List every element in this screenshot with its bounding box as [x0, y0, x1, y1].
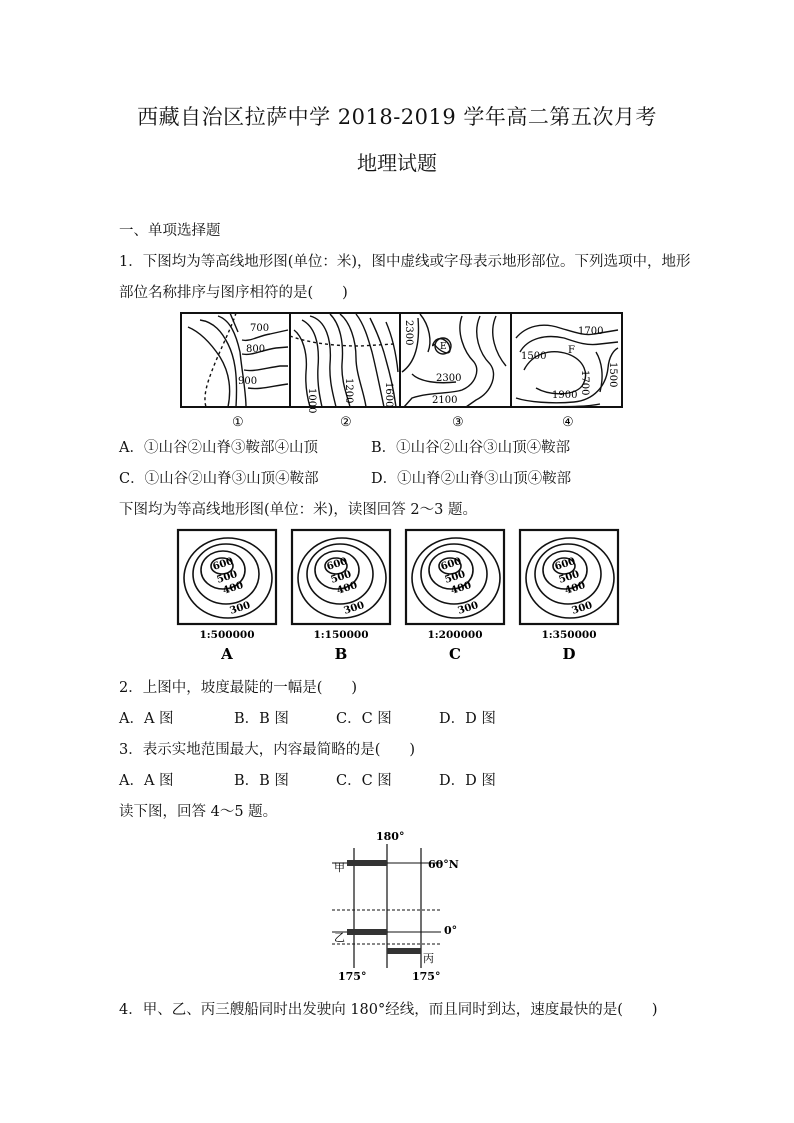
q1-p4-label-1700-b: 1700: [579, 370, 590, 396]
q1-p4-label-f: F: [568, 345, 575, 356]
diagram-label-175-right: 175°: [412, 970, 441, 983]
q1-panel-1: [188, 313, 288, 407]
map-contour-label: 600: [325, 555, 349, 573]
q2-option-c: C．C 图: [336, 711, 392, 727]
ship-yi-label: 乙: [334, 931, 345, 944]
q1-option-b: B．①山谷②山谷③山顶④鞍部: [371, 440, 571, 456]
q1-p3-label-2100: 2100: [432, 395, 458, 406]
page-subtitle: 地理试题: [357, 151, 437, 175]
q1-p1-label-800: 800: [246, 344, 266, 355]
map-contour-label: 300: [228, 599, 252, 617]
map-contour-label: 400: [335, 579, 359, 597]
q1-p4-label-1900: 1900: [552, 390, 578, 401]
q2-option-d: D．D 图: [439, 711, 496, 727]
map-contour-label: 400: [449, 579, 473, 597]
map-contour-label: 500: [215, 568, 239, 586]
map-letter-label: A: [221, 645, 233, 663]
map-contour-label: 300: [342, 599, 366, 617]
map-contour-label: 400: [563, 579, 587, 597]
q1-p4-label-1700-a: 1700: [578, 326, 604, 337]
diagram-label-180: 180°: [376, 830, 405, 843]
q2-3-intro: 下图均为等高线地形图(单位：米)，读图回答 2～3 题。: [119, 502, 477, 518]
q3-option-a: A．A 图: [119, 773, 174, 789]
map-c: [406, 530, 504, 663]
q1-panel-label-3: ③: [452, 415, 464, 430]
q1-p3-label-2300-b: 2300: [436, 373, 462, 384]
map-contour-label: 400: [221, 579, 245, 597]
q1-p3-label-2300-a: 2300: [403, 320, 414, 346]
q1-p2-label-1600: 1600: [383, 382, 394, 408]
q3-option-d: D．D 图: [439, 773, 496, 789]
map-contour-label: 600: [211, 555, 235, 573]
map-scale-label: 1:150000: [313, 629, 369, 641]
diagram-label-175-left: 175°: [338, 970, 367, 983]
q1-p4-label-1500-a: 1500: [521, 351, 547, 362]
q1-option-a: A．①山谷②山脊③鞍部④山顶: [119, 440, 318, 456]
ship-jia-label: 甲: [334, 861, 345, 874]
map-scale-label: 1:500000: [199, 629, 255, 641]
map-scale-label: 1:200000: [427, 629, 483, 641]
diagram-label-0: 0°: [444, 924, 458, 937]
q4-5-intro: 读下图，回答 4～5 题。: [119, 804, 278, 820]
section-heading: 一、单项选择题: [119, 223, 221, 239]
q2-text: 2．上图中，坡度最陡的一幅是( ): [119, 680, 358, 696]
map-b: [292, 530, 390, 663]
q1-p1-label-900: 900: [238, 376, 258, 387]
map-contour-label: 300: [570, 599, 594, 617]
q1-panel-label-1: ①: [232, 415, 244, 430]
q2-option-b: B．B 图: [234, 711, 289, 727]
map-contour-label: 600: [439, 555, 463, 573]
map-contour-label: 500: [443, 568, 467, 586]
q1-contour-figure: [180, 312, 624, 432]
map-scale-label: 1:350000: [541, 629, 597, 641]
ship-bing-label: 丙: [423, 952, 434, 965]
q3-text: 3．表示实地范围最大，内容最简略的是( ): [119, 742, 416, 758]
map-letter-label: D: [562, 645, 576, 663]
q23-maps-figure: [174, 528, 624, 668]
q3-option-b: B．B 图: [234, 773, 289, 789]
q1-p3-label-e: E: [440, 342, 447, 352]
map-letter-label: C: [449, 645, 461, 663]
q2-option-a: A．A 图: [119, 711, 174, 727]
q1-p2-label-1000: 1000: [306, 388, 317, 414]
map-contour-label: 300: [456, 599, 480, 617]
q1-text-line2: 部位名称排序与图序相符的是( ): [119, 285, 348, 301]
q3-option-c: C．C 图: [336, 773, 392, 789]
ship-jia-route: [347, 860, 387, 866]
q1-text-line1: 1．下图均为等高线地形图(单位：米)，图中虚线或字母表示地形部位。下列选项中，地形: [119, 254, 691, 270]
q1-panel-label-4: ④: [562, 415, 574, 430]
q1-option-d: D．①山脊②山脊③山顶④鞍部: [371, 471, 572, 487]
map-d: [520, 530, 618, 663]
q1-p1-label-700: 700: [250, 323, 270, 334]
ship-yi-route: [347, 929, 387, 935]
map-contour-label: 500: [329, 568, 353, 586]
q4-text: 4．甲、乙、丙三艘船同时出发驶向 180°经线，而且同时到达，速度最快的是( ): [119, 1002, 658, 1018]
ship-bing-route: [387, 948, 421, 954]
q45-ship-diagram: [326, 828, 476, 984]
map-contour-label: 500: [557, 568, 581, 586]
q1-option-c: C．①山谷②山脊③山顶④鞍部: [119, 471, 319, 487]
q1-panel-3: [402, 314, 506, 407]
diagram-label-60n: 60°N: [428, 858, 459, 871]
q1-p2-label-1200: 1200: [343, 378, 354, 404]
q1-p4-label-1500-b: 1500: [607, 362, 618, 388]
map-contour-label: 600: [553, 555, 577, 573]
page-title: 西藏自治区拉萨中学 2018-2019 学年高二第五次月考: [137, 105, 657, 129]
map-letter-label: B: [334, 645, 348, 663]
q1-panel-label-2: ②: [340, 415, 352, 430]
map-a: [178, 530, 276, 663]
